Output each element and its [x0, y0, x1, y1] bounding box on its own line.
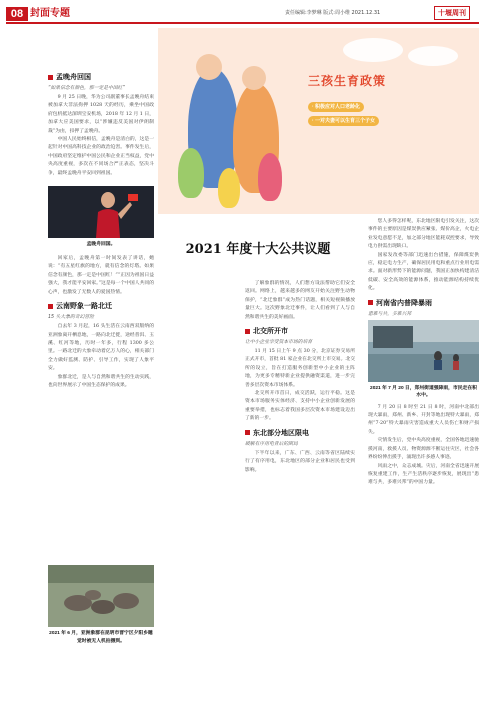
page-header: [0, 0, 485, 22]
paragraph: 象群北迁，是人与自然和谐共生的生动实践，也向世界展示了中国生态保护的成果。: [48, 374, 154, 388]
cloud-shape: [408, 46, 458, 66]
paragraph: 11 月 15 日上午 9 点 30 分，北京证券交易所正式开市，首批 81 家企业在北交所上市交易。北交所的设立，旨在打造服务创新型中小企业的主阵地，为更多专精特新企业提供融资渠道，进一步完善多层次资本市场体系。: [245, 349, 355, 388]
kicker: 让中小企业享受资本市场的培育: [245, 340, 313, 346]
kicker: 患难与共，多难兴邦: [368, 311, 412, 317]
photo-meng-wanzhou: [48, 186, 154, 238]
section-title: 封面专题: [30, 8, 70, 19]
subhead-bse: 北交所开市: [245, 326, 355, 336]
square-icon: [245, 430, 250, 435]
paragraph: 灾情发生后，党中央高度重视，全国各地迅速驰援河南，救援人员、物资源源不断运往灾区，社会各界纷纷伸出援手，涌现出许多感人事迹。: [368, 438, 479, 461]
page-number: 08: [6, 7, 28, 21]
photo-caption: 2021 年 6 月，亚洲象群在昆明市晋宁区夕阳乡睡觉时被无人机拍摄到。: [49, 631, 153, 644]
hero-illustration: [158, 28, 479, 214]
face-shape: [242, 66, 266, 90]
paragraph: 下半年以来，广东、广西、云南等省区陆续实行了有序用电，东北地区的部分企业和居民也受到影响。: [245, 450, 355, 473]
paragraph: 您人多得怎样呢，东北地区限电引发关注，这次事件的主要原因是煤炭供应紧张、煤价高企，火电企业发电意愿不足，加之部分地区能耗双控要求，导致电力供需出现缺口。: [368, 219, 479, 250]
paragraph: 北交所开市首日，成交活跃，运行平稳。这是资本市场服务实体经济、支持中小企业创新发展的重要举措，也标志着我国多层次资本市场建设迈出了新的一步。: [245, 391, 355, 422]
kicker: 破解有序用电背后的困局: [245, 441, 298, 447]
kicker: “如果信念有颜色，那一定是中国红”: [48, 86, 125, 91]
main-title: 2021 年度十大公共议题: [185, 242, 331, 257]
paragraph: 国家发改委等部门迅速出台措施，保障煤炭供应，稳定电力生产，确保居民用电和重点行业用电需求。面对新形势下的能源问题，我国正加快构建清洁低碳、安全高效的能源体系，推动能源结构持续优化。: [368, 252, 479, 292]
paragraph: 9 月 25 日晚，华为公司副董事长孟晚舟结束被加拿大非法拘押 1028 天的经历，乘坐中国政府包机抵达深圳宝安机场，2018 年 12 月 1 日，加拿大应美国要求，以“涉嫌违反美国对伊朗制裁”为由，扣押了孟晚舟。: [48, 95, 154, 134]
policy-banner: 三孩生育政策: [308, 74, 387, 88]
square-icon: [48, 75, 53, 80]
square-icon: [368, 300, 373, 305]
elephant-herd-icon: [48, 565, 154, 627]
photo-elephants: [48, 565, 154, 627]
child-figure-icon: [178, 148, 204, 198]
header-rule: [6, 22, 479, 24]
square-icon: [48, 304, 53, 309]
paragraph: 了解象群的情况，人们想方设法帮助它们安全返回。网络上，越来越多的网友开始关注野生动物保护，“北迁象群”成为热门话题，相关短视频播放量巨大。这次野象北迁事件，让人们看到了人与自然和谐共生的美好画面。: [245, 281, 355, 320]
editor-meta: 责任编辑:李梦琳 版式:周小维 2021.12.31: [285, 10, 381, 16]
face-shape: [196, 54, 222, 80]
square-icon: [245, 329, 250, 334]
masthead: 十堰周刊: [434, 6, 470, 20]
paragraph: 中国人民始终相信，孟晚舟是清白的，这是一起针对中国高科技企业的政治迫害。事件发生后，中国政府坚定维护中国公民和企业正当权益，党中央高度重视，多次在不同场合严正表态，坚决斗争，最终孟晚舟平安回到祖国。: [48, 137, 154, 176]
paragraph: 回家后，孟晚舟第一时间发表了讲话，她说：“有五星红旗的地方，就有信念的灯塔。如果信念有颜色，那一定是中国红！”“正因为祖国日益强大，我才能平安回家。”这是每一个中国人共同的心声，也激发了无数人的爱国热情。: [48, 256, 154, 295]
photo-henan-flood: [368, 320, 479, 382]
paragraph: 自去年 3 月起，16 头生活在云南西双版纳的亚洲象离开栖息地，一路向北迁徙，途经普洱、玉溪、红河等地，历时一年多，行程 1300 多公里。一路北迁的大象牵动着亿万人的心，相关部门全力做好监测、防护、引导工作，实现了人象平安。: [48, 324, 154, 372]
flood-street-icon: [368, 320, 479, 382]
kicker: 15 头大象的奇幻冒险: [48, 315, 95, 321]
subhead-elephants: 云南野象一路北迁: [48, 301, 154, 311]
person-figure-icon: [48, 186, 154, 238]
policy-tag: · 一对夫妻可以生育三个子女: [308, 116, 379, 126]
paragraph: 7 月 20 日 8 时至 21 日 8 时，河南中北部出现大暴雨，郑州、新乡、开封等地出现特大暴雨，郑州“7·20”特大暴雨灾害造成重大人员伤亡和财产损失。: [368, 404, 479, 435]
paragraph: 风雨之中，众志成城。灾后，河南全省迅速开展恢复重建工作，生产生活秩序逐步恢复，展现出“患难与共，多难兴邦”的中国力量。: [368, 463, 479, 486]
child-figure-icon: [258, 153, 282, 201]
subhead-meng-wanzhou: 孟晚舟回国: [48, 72, 154, 82]
column-middle: [245, 280, 355, 700]
subhead-henan-rain: 河南省内普降暴雨: [368, 298, 479, 308]
child-figure-icon: [218, 168, 240, 208]
cloud-shape: [343, 38, 403, 62]
column-right: [368, 218, 479, 700]
photo-caption: 2021 年 7 月 20 日，郑州街道强降雨，市民走在积水中。: [370, 385, 477, 398]
photo-caption: 孟晚舟回国。: [86, 242, 116, 248]
subhead-power-cuts: 东北部分地区限电: [245, 428, 355, 438]
policy-tag: · 积极应对人口老龄化: [308, 102, 364, 112]
